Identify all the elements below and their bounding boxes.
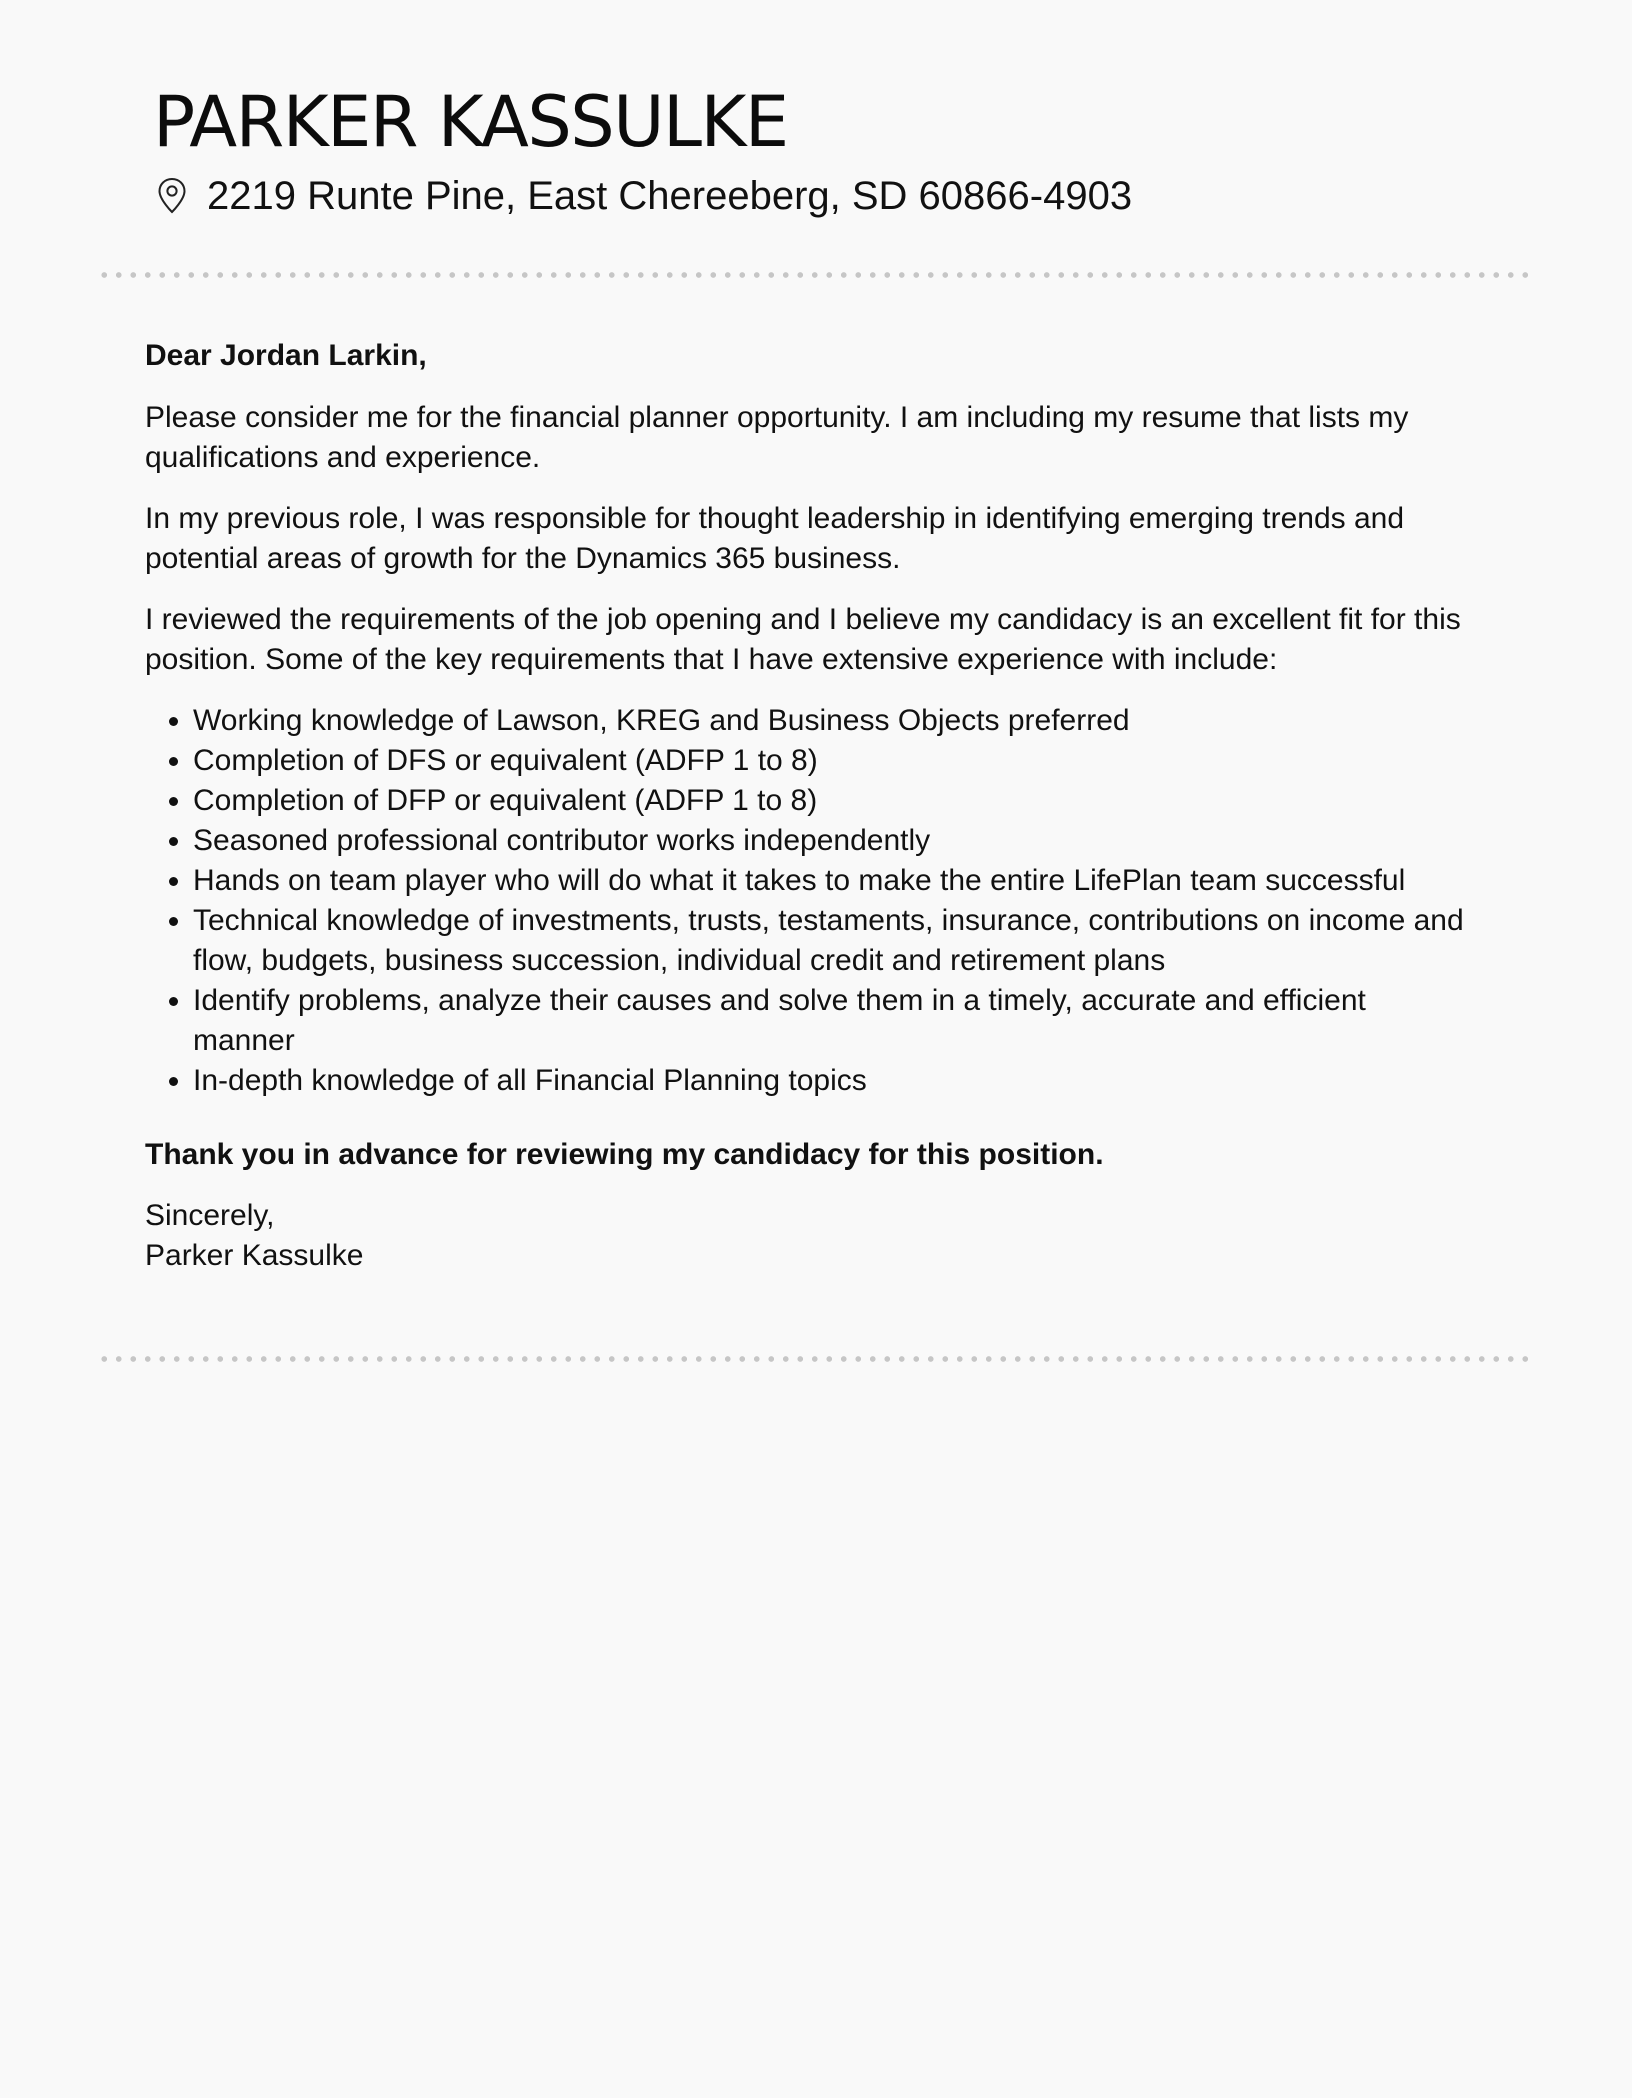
list-item: • In-depth knowledge of all Financial Planning topics bbox=[193, 1061, 1465, 1101]
closing-statement: Thank you in advance for reviewing my candidacy for this position. bbox=[145, 1138, 1104, 1171]
top-dotted-divider bbox=[97, 272, 1537, 278]
list-item: • Seasoned professional contributor works independently bbox=[193, 821, 1465, 861]
address-row bbox=[153, 170, 1533, 222]
list-item: • Completion of DFS or equivalent (ADFP 1 to 8) bbox=[193, 741, 1465, 781]
list-item: • Hands on team player who will do what it takes to make the entire LifePlan team successful bbox=[193, 861, 1465, 901]
list-item: • Technical knowledge of investments, trusts, testaments, insurance, contributions on income and flow, budgets, business succession, individual credit and retirement plans bbox=[193, 901, 1465, 981]
bottom-dotted-divider bbox=[97, 1356, 1537, 1362]
location-pin-icon bbox=[157, 177, 187, 215]
list-item: • Working knowledge of Lawson, KREG and Business Objects preferred bbox=[193, 701, 1465, 741]
requirements-list bbox=[145, 701, 1465, 1101]
letter-body bbox=[145, 336, 1465, 1276]
letter-header bbox=[153, 80, 1533, 222]
signoff: Sincerely, bbox=[145, 1199, 275, 1232]
salutation: Dear Jordan Larkin, bbox=[145, 339, 427, 372]
paragraph-requirements-intro: I reviewed the requirements of the job opening and I believe my candidacy is an excellent fit for this position. Some of the key requirements that I have extensive experience with include: bbox=[145, 603, 1461, 676]
list-item: • Identify problems, analyze their causes and solve them in a timely, accurate and efficient manner bbox=[193, 981, 1465, 1061]
applicant-address: 2219 Runte Pine, East Chereeberg, SD 60866-4903 bbox=[207, 174, 1133, 218]
signature-name: Parker Kassulke bbox=[145, 1239, 364, 1272]
paragraph-previous-role: In my previous role, I was responsible for thought leadership in identifying emerging trends and potential areas of growth for the Dynamics 365 business. bbox=[145, 502, 1405, 575]
list-item: • Completion of DFP or equivalent (ADFP 1 to 8) bbox=[193, 781, 1465, 821]
paragraph-intro: Please consider me for the financial planner opportunity. I am including my resume that lists my qualifications and experience. bbox=[145, 401, 1409, 474]
applicant-name: PARKER KASSULKE bbox=[153, 81, 788, 163]
